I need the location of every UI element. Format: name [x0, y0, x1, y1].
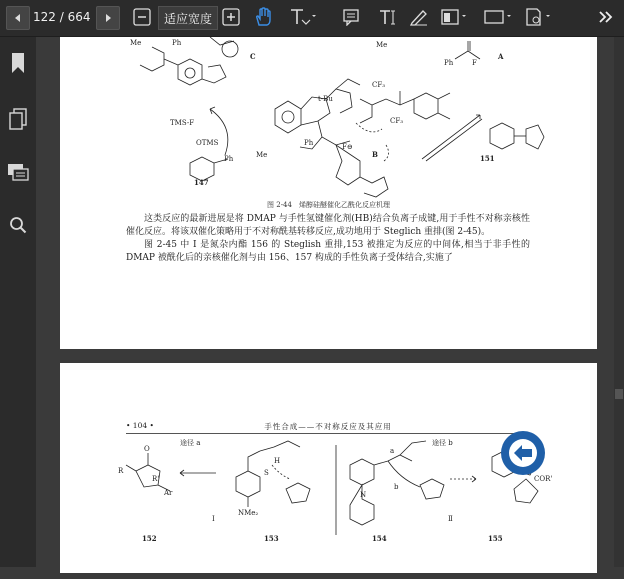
bookmark-icon	[10, 52, 26, 74]
label-r-prime: R'	[152, 475, 160, 483]
running-title: 手性合成——不对称反应及其应用	[264, 422, 392, 431]
rectangle-icon	[483, 8, 513, 26]
pages-icon	[8, 108, 28, 130]
label-f-a: F	[472, 59, 477, 67]
scroll-thumb[interactable]	[615, 389, 623, 399]
hand-tool-button[interactable]	[252, 6, 274, 28]
label-ph-147: Ph	[224, 155, 234, 163]
roman-2: Ⅱ	[448, 515, 453, 523]
thumbnails-button[interactable]	[6, 107, 30, 131]
chevron-left-icon	[13, 13, 23, 23]
zoom-in-button[interactable]	[220, 6, 242, 28]
search-icon	[9, 216, 27, 234]
left-sidebar	[0, 37, 36, 567]
label-route-a: 途径 a	[180, 439, 201, 447]
comments-icon	[7, 163, 29, 183]
label-cor: COR'	[534, 475, 553, 483]
chevron-right-icon	[103, 13, 113, 23]
draw-tool-button[interactable]	[407, 6, 431, 28]
label-t-bu: t-Bu	[318, 95, 333, 103]
zoom-in-icon	[222, 8, 240, 26]
label-r: R	[118, 467, 124, 475]
text-cursor-icon	[289, 8, 317, 26]
running-header	[126, 421, 530, 434]
search-button[interactable]	[6, 213, 30, 237]
reaction-mechanism-figure	[60, 37, 597, 207]
compound-147: 147	[194, 178, 209, 187]
page-indicator[interactable]: 122 / 664	[33, 10, 91, 24]
label-me-c: Me	[376, 41, 388, 49]
compound-151: 151	[480, 154, 495, 163]
compound-155: 155	[488, 534, 503, 543]
label-cf3-top: CF₃	[372, 81, 386, 89]
comment-tool-button[interactable]	[340, 6, 362, 28]
zoom-out-icon	[133, 8, 151, 26]
highlight-tool-button[interactable]	[440, 6, 470, 28]
body-text	[126, 213, 530, 265]
page-122	[60, 37, 597, 349]
label-a: A	[498, 52, 504, 61]
label-b: b	[394, 483, 399, 491]
text-select-tool-button[interactable]	[288, 6, 318, 28]
page-number: • 104 •	[126, 421, 154, 430]
compound-154: 154	[372, 534, 387, 543]
stamp-tool-button[interactable]	[522, 6, 554, 28]
bookmarks-button[interactable]	[6, 51, 30, 75]
label-nme2: NMe₂	[238, 509, 259, 517]
compound-153: 153	[264, 534, 279, 543]
zoom-out-button[interactable]	[131, 6, 153, 28]
stamp-icon	[523, 7, 553, 27]
label-b: B	[372, 150, 378, 159]
double-chevron-right-icon	[597, 10, 615, 24]
label-cf3-right: CF₃	[390, 117, 404, 125]
label-c: C	[250, 52, 256, 61]
shape-tool-button[interactable]	[482, 6, 514, 28]
prev-page-button[interactable]	[6, 6, 30, 30]
back-button[interactable]	[501, 431, 545, 475]
next-page-button[interactable]	[96, 6, 120, 30]
paragraph: 图 2-45 中 Ⅰ 是氮杂内酯 156 的 Steglish 重排,153 被推定为反应的中间体,相当于非手性的 DMAP 被酰化后的亲核催化剂与由 156、157 构成的手性负离子受体结合,实施了	[126, 240, 530, 263]
label-f-minus: F⊖	[342, 143, 353, 151]
paragraph: 这类反应的最新进展是将 DMAP 与手性氢键催化剂(HB)结合负离子成键,用于手性不对称亲核性催化反应。将该双催化策略用于不对称酰基转移反应,成功地用于 Steglich 重排(图 2-45)。	[126, 214, 530, 237]
compound-152: 152	[142, 534, 157, 543]
label-h: H	[274, 457, 281, 465]
zoom-mode-select[interactable]: 适应宽度	[158, 6, 218, 30]
label-ar: Ar	[164, 489, 173, 497]
arrow-left-icon	[508, 438, 538, 468]
comment-icon	[342, 8, 360, 26]
roman-1: Ⅰ	[212, 515, 215, 523]
label-me-top: Me	[130, 39, 142, 47]
text-box-icon	[378, 8, 398, 26]
label-ph-b: Ph	[304, 139, 314, 147]
more-tools-button[interactable]	[594, 6, 618, 28]
hand-icon	[254, 7, 272, 27]
label-ph-c: Ph	[172, 39, 182, 47]
annotations-button[interactable]	[6, 161, 30, 185]
pen-icon	[409, 8, 429, 26]
label-me-b: Me	[256, 151, 268, 159]
label-tms-f: TMS-F	[170, 119, 195, 127]
highlight-icon	[440, 8, 470, 26]
label-o: O	[144, 445, 150, 453]
label-s: S	[264, 469, 269, 477]
label-n: N	[360, 491, 367, 499]
label-route-b: 途径 b	[432, 439, 453, 447]
toolbar	[0, 0, 624, 37]
document-viewer[interactable]	[36, 37, 624, 567]
add-text-tool-button[interactable]	[377, 6, 399, 28]
label-a: a	[390, 447, 395, 455]
vertical-scrollbar[interactable]	[614, 37, 624, 567]
figure-caption: 图 2-44 烯醇硅醚催化乙酰化反应机理	[267, 201, 390, 209]
label-ph-a: Ph	[444, 59, 454, 67]
label-otms: OTMS	[196, 139, 219, 147]
